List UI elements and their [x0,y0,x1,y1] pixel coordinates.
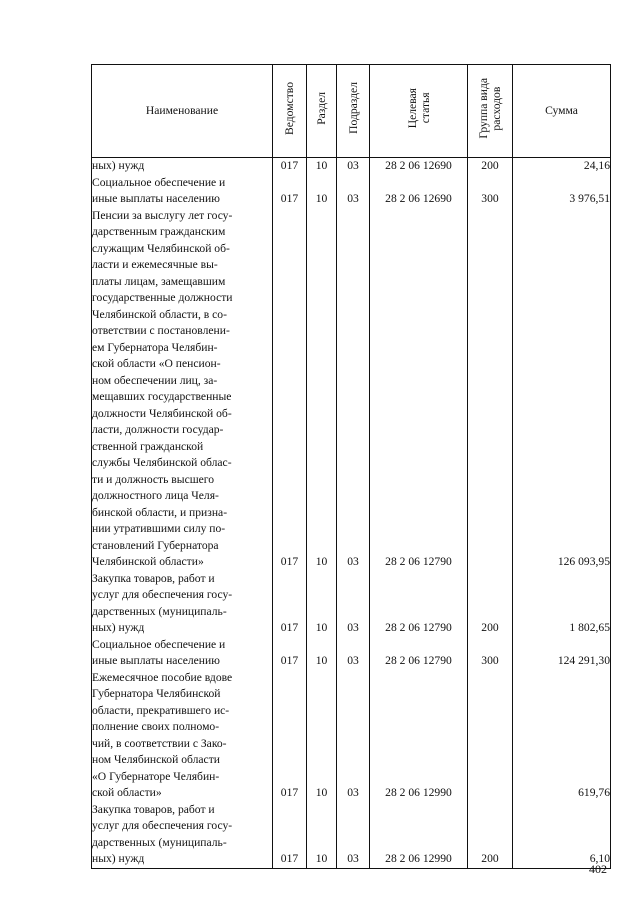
cell-name: Социальное обеспечение и иные выплаты населению [92,175,273,208]
cell-celevaya: 28 2 06 12790 [370,208,468,571]
header-celevaya: Целевая статья [370,65,468,158]
cell-summa: 619,76 [513,670,611,802]
header-gruppa: Группа вида расходов [468,65,513,158]
cell-vedomstvo: 017 [273,208,307,571]
table-row [92,175,611,208]
cell-podrazdel: 03 [337,158,370,175]
table-row [92,571,611,637]
cell-vedomstvo: 017 [273,637,307,670]
cell-gruppa: 200 [468,158,513,175]
cell-podrazdel: 03 [337,670,370,802]
cell-celevaya: 28 2 06 12690 [370,175,468,208]
cell-name: Ежемесячное пособие вдове Губернатора Челябинской области, прекратившего ис- полнение своих полномо- чий, в соответствии с Зако- ном Челябинской области «О Губернаторе Челябин- ской области» [92,670,273,802]
table-row [92,637,611,670]
cell-gruppa: 200 [468,802,513,869]
cell-razdel: 10 [307,670,337,802]
cell-razdel: 10 [307,571,337,637]
header-name: Наименование [92,65,273,158]
cell-gruppa: 200 [468,571,513,637]
cell-name: Закупка товаров, работ и услуг для обеспечения госу- дарственных (муниципаль- ных) нужд [92,802,273,869]
cell-podrazdel: 03 [337,571,370,637]
cell-podrazdel: 03 [337,637,370,670]
table-header [92,65,611,158]
cell-celevaya: 28 2 06 12990 [370,670,468,802]
cell-summa: 1 802,65 [513,571,611,637]
cell-celevaya: 28 2 06 12990 [370,802,468,869]
cell-celevaya: 28 2 06 12790 [370,571,468,637]
header-razdel: Раздел [307,65,337,158]
cell-name: Социальное обеспечение и иные выплаты населению [92,637,273,670]
cell-razdel: 10 [307,208,337,571]
cell-gruppa: 300 [468,175,513,208]
table-body [92,158,611,869]
cell-summa: 3 976,51 [513,175,611,208]
cell-gruppa [468,670,513,802]
table-row [92,670,611,802]
cell-name: Пенсии за выслугу лет госу- дарственным гражданским служащим Челябинской об- ласти и ежемесячные вы- платы лицам, замещавшим государственные должности Челябинской области, в со- ответствии с постановлени- ем Губернатора Челябин- ской области «О пенсион- ном обеспечении лиц, за- мещавших государственные должности Челябинской об- ласти, должности государ- ственной гражданской службы Челябинской облас- ти и должность высшего должностного лица Челя- бинской области, и призна- нии утратившими силу по- становлений Губернатора Челябинской области» [92,208,273,571]
cell-name: ных) нужд [92,158,273,175]
page-number: 402 [589,862,607,876]
cell-podrazdel: 03 [337,802,370,869]
budget-table [91,64,611,869]
cell-vedomstvo: 017 [273,158,307,175]
cell-razdel: 10 [307,802,337,869]
table-row [92,802,611,869]
cell-name: Закупка товаров, работ и услуг для обеспечения госу- дарственных (муниципаль- ных) нужд [92,571,273,637]
cell-gruppa [468,208,513,571]
cell-vedomstvo: 017 [273,670,307,802]
cell-vedomstvo: 017 [273,571,307,637]
cell-razdel: 10 [307,175,337,208]
cell-gruppa: 300 [468,637,513,670]
cell-summa: 126 093,95 [513,208,611,571]
header-podrazdel: Подраздел [337,65,370,158]
cell-podrazdel: 03 [337,175,370,208]
header-summa: Сумма [513,65,611,158]
cell-razdel: 10 [307,158,337,175]
cell-celevaya: 28 2 06 12690 [370,158,468,175]
cell-summa: 6,10 [513,802,611,869]
cell-podrazdel: 03 [337,208,370,571]
cell-celevaya: 28 2 06 12790 [370,637,468,670]
cell-summa: 124 291,30 [513,637,611,670]
table-row [92,208,611,571]
cell-razdel: 10 [307,637,337,670]
cell-summa: 24,16 [513,158,611,175]
cell-vedomstvo: 017 [273,175,307,208]
table-row [92,158,611,175]
header-vedomstvo: Ведомство [273,65,307,158]
cell-vedomstvo: 017 [273,802,307,869]
